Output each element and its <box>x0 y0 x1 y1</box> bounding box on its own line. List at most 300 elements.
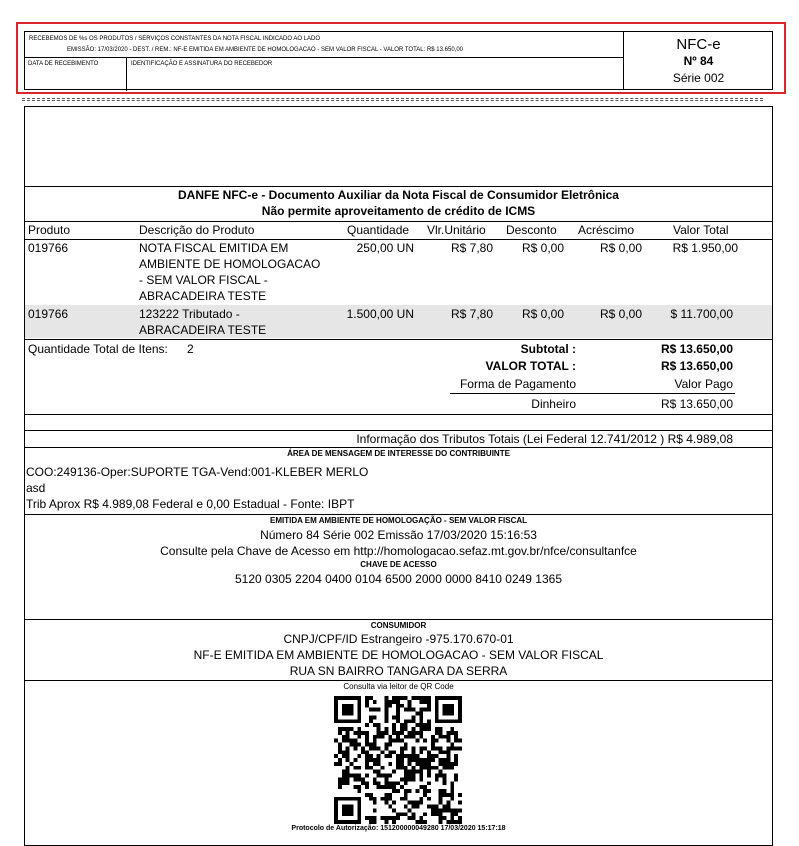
qr-module <box>400 777 404 781</box>
qr-module <box>431 743 435 747</box>
qr-module <box>446 750 450 754</box>
divider <box>25 619 772 620</box>
qr-module <box>373 735 377 739</box>
qr-module <box>342 739 346 743</box>
qr-module <box>419 758 423 762</box>
qr-module <box>427 696 431 700</box>
qr-module <box>357 743 361 747</box>
qr-module <box>415 723 419 727</box>
qr-module <box>342 770 346 774</box>
qr-module <box>404 777 408 781</box>
qr-module <box>423 746 427 750</box>
divider <box>25 239 772 240</box>
danfe-subtitle: Não permite aproveitamento de crédito de ICMS <box>261 204 536 218</box>
qr-module <box>435 774 439 778</box>
qr-module <box>338 731 342 735</box>
qr-module <box>400 746 404 750</box>
qr-module <box>458 739 462 743</box>
qr-module <box>458 808 462 812</box>
qr-module <box>412 816 416 820</box>
qr-module <box>446 801 450 805</box>
qr-module <box>454 739 458 743</box>
qr-module <box>342 727 346 731</box>
item-descricao-line: 123222 Tributado - <box>139 307 240 321</box>
qr-module <box>446 735 450 739</box>
qr-module <box>408 708 412 712</box>
qr-module <box>338 746 342 750</box>
qr-module <box>392 731 396 735</box>
cut-line-2 <box>22 100 763 101</box>
qr-module <box>400 797 404 801</box>
qr-module <box>342 781 346 785</box>
item-total: R$ 1.950,00 <box>672 241 738 255</box>
qr-module <box>342 777 346 781</box>
canhoto-top <box>25 32 623 58</box>
qr-module <box>396 704 400 708</box>
qr-module <box>431 808 435 812</box>
col-produto: Produto <box>28 223 71 237</box>
qr-module <box>346 731 350 735</box>
qr-module <box>350 743 354 747</box>
qr-module <box>415 805 419 809</box>
qr-module <box>384 801 388 805</box>
qr-module <box>338 750 342 754</box>
qr-module <box>353 766 357 770</box>
qr-module <box>396 758 400 762</box>
qr-module <box>388 816 392 820</box>
qr-module <box>404 735 408 739</box>
item-desconto: R$ 0,00 <box>521 307 564 321</box>
qr-module <box>373 739 377 743</box>
qr-module <box>431 812 435 816</box>
qr-module <box>392 789 396 793</box>
qr-module <box>419 777 423 781</box>
qr-module <box>361 731 365 735</box>
qr-module <box>381 816 385 820</box>
qr-module <box>384 746 388 750</box>
qr-module <box>373 770 377 774</box>
qr-module <box>450 785 454 789</box>
qr-module <box>384 696 388 700</box>
qr-module <box>446 805 450 809</box>
item-descricao-line: - SEM VALOR FISCAL - <box>139 273 268 287</box>
qr-module <box>446 762 450 766</box>
consumidor-endereco: RUA SN BAIRRO TANGARA DA SERRA <box>289 664 508 678</box>
qr-module <box>396 735 400 739</box>
qr-module <box>431 735 435 739</box>
qr-module <box>419 727 423 731</box>
qr-module <box>346 758 350 762</box>
qr-module <box>334 739 338 743</box>
qr-module <box>419 770 423 774</box>
qr-module <box>388 793 392 797</box>
qr-module <box>427 754 431 758</box>
qr-module <box>443 766 447 770</box>
qr-module <box>396 789 400 793</box>
qr-module <box>404 781 408 785</box>
qr-module <box>338 777 342 781</box>
qr-module <box>427 789 431 793</box>
canhoto-divider <box>126 58 127 91</box>
qr-module <box>388 750 392 754</box>
qr-module <box>404 797 408 801</box>
qr-module <box>435 766 439 770</box>
nfce-box <box>624 32 773 85</box>
qr-module <box>365 793 369 797</box>
qr-module <box>373 743 377 747</box>
qr-module <box>446 754 450 758</box>
qr-module <box>446 793 450 797</box>
qr-module <box>408 762 412 766</box>
forma-pagamento-label: Forma de Pagamento <box>459 377 576 391</box>
qr-module <box>396 719 400 723</box>
qr-module <box>404 774 408 778</box>
qr-module <box>373 758 377 762</box>
item-total: $ 11.700,00 <box>670 307 733 321</box>
qr-module <box>443 777 447 781</box>
qr-module <box>384 700 388 704</box>
valor-pago-value: R$ 13.650,00 <box>660 397 733 411</box>
qr-module <box>454 758 458 762</box>
qr-module <box>381 750 385 754</box>
qr-module <box>439 816 443 820</box>
qr-module <box>373 777 377 781</box>
qr-module <box>408 777 412 781</box>
qr-module <box>369 743 373 747</box>
qr-module <box>338 781 342 785</box>
qr-module <box>439 762 443 766</box>
qr-module <box>377 785 381 789</box>
mensagem-line: COO:249136-Oper:SUPORTE TGA-Vend:001-KLEBER MERLO <box>26 465 369 479</box>
qr-module <box>419 719 423 723</box>
qr-module <box>384 731 388 735</box>
qr-module <box>384 715 388 719</box>
item-desconto: R$ 0,00 <box>521 241 564 255</box>
qr-module <box>427 723 431 727</box>
qr-module <box>450 762 454 766</box>
qr-module <box>408 808 412 812</box>
qr-module <box>419 735 423 739</box>
qr-module <box>419 731 423 735</box>
qr-module <box>439 731 443 735</box>
qr-module <box>415 801 419 805</box>
qr-module <box>357 789 361 793</box>
qr-module <box>346 774 350 778</box>
qr-caption: Consulta via leitor de QR Code <box>343 682 454 691</box>
qr-module <box>419 708 423 712</box>
qr-module <box>392 781 396 785</box>
qr-module <box>412 696 416 700</box>
qr-module <box>365 781 369 785</box>
qr-module <box>350 739 354 743</box>
divider <box>25 430 772 431</box>
qr-module <box>357 774 361 778</box>
qr-module <box>404 812 408 816</box>
item-quantidade: 1.500,00 UN <box>346 307 414 321</box>
qr-module <box>373 746 377 750</box>
qr-module <box>346 739 350 743</box>
qr-module <box>388 739 392 743</box>
qr-module <box>400 758 404 762</box>
qr-module <box>384 777 388 781</box>
col-unitario: Vlr.Unitário <box>427 223 486 237</box>
qr-module <box>408 700 412 704</box>
valor-pago-label: Valor Pago <box>674 377 733 391</box>
qr-module <box>369 758 373 762</box>
item-descricao-line: AMBIENTE DE HOMOLOGACAO <box>139 257 321 271</box>
qr-module <box>423 700 427 704</box>
qr-module <box>346 754 350 758</box>
qr-module <box>400 750 404 754</box>
protocolo-autorizacao: Protocolo de Autorização: 151200000049280 17/03/2020 15:17:18 <box>291 825 506 832</box>
qr-module <box>361 777 365 781</box>
qr-module <box>384 704 388 708</box>
qr-module <box>427 750 431 754</box>
qr-module <box>419 712 423 716</box>
qr-module <box>408 758 412 762</box>
qr-module <box>443 808 447 812</box>
mensagem-line: Trib Aprox R$ 4.989,08 Federal e 0,00 Estadual - Fonte: IBPT <box>26 497 355 511</box>
qr-module <box>381 797 385 801</box>
qr-module <box>439 735 443 739</box>
qr-module <box>435 727 439 731</box>
qr-module <box>357 727 361 731</box>
qr-module <box>408 719 412 723</box>
qr-module <box>415 770 419 774</box>
qr-module <box>419 696 423 700</box>
qr-module <box>423 727 427 731</box>
qr-module <box>396 754 400 758</box>
qr-module <box>450 789 454 793</box>
qr-module <box>369 746 373 750</box>
qr-module <box>392 700 396 704</box>
qr-module <box>384 719 388 723</box>
qr-module <box>435 754 439 758</box>
item-quantidade: 250,00 UN <box>356 241 414 255</box>
qr-module <box>404 746 408 750</box>
qr-module <box>357 754 361 758</box>
qr-module <box>388 735 392 739</box>
qr-module <box>377 723 381 727</box>
canhoto-left <box>25 32 624 89</box>
qr-module <box>361 746 365 750</box>
col-acrescimo: Acréscimo <box>578 223 635 237</box>
item-descricao-line: ABRACADEIRA TESTE <box>139 323 267 337</box>
qr-module <box>346 766 350 770</box>
qr-module <box>404 708 408 712</box>
qr-module <box>423 723 427 727</box>
qr-module <box>435 777 439 781</box>
qr-module <box>396 816 400 820</box>
qr-module <box>334 754 338 758</box>
qr-module <box>412 766 416 770</box>
qr-module <box>408 731 412 735</box>
nota-numero: Nº 84 <box>683 54 714 68</box>
qr-module <box>435 739 439 743</box>
qr-module <box>439 801 443 805</box>
data-recebimento-label: DATA DE RECEBIMENTO <box>28 61 99 67</box>
qr-module <box>443 805 447 809</box>
qr-module <box>338 727 342 731</box>
qr-module <box>446 808 450 812</box>
qr-module <box>419 723 423 727</box>
qr-module <box>342 805 354 817</box>
qr-module <box>400 785 404 789</box>
qr-module <box>373 708 377 712</box>
qr-module <box>404 805 408 809</box>
qr-module <box>412 801 416 805</box>
qr-module <box>377 727 381 731</box>
qr-module <box>415 712 419 716</box>
forma-value: Dinheiro <box>531 397 576 411</box>
chave-title: CHAVE DE ACESSO <box>360 560 437 569</box>
qr-module <box>384 797 388 801</box>
qr-module <box>423 739 427 743</box>
qr-module <box>350 762 354 766</box>
qr-module <box>454 774 458 778</box>
qr-module <box>388 704 392 708</box>
qr-module <box>454 808 458 812</box>
qr-module <box>353 739 357 743</box>
qr-module <box>419 700 423 704</box>
qr-module <box>412 754 416 758</box>
valor-total-label: VALOR TOTAL : <box>485 359 576 373</box>
qr-module <box>369 797 373 801</box>
qr-module <box>365 696 369 700</box>
qr-module <box>412 812 416 816</box>
qr-module <box>369 766 373 770</box>
col-descricao: Descrição do Produto <box>139 223 255 237</box>
qr-module <box>392 696 396 700</box>
qr-module <box>412 805 416 809</box>
qr-module <box>342 735 346 739</box>
qr-module <box>384 743 388 747</box>
qr-module <box>458 801 462 805</box>
qr-module <box>373 723 377 727</box>
qr-module <box>419 785 423 789</box>
qr-module <box>419 816 423 820</box>
qr-module <box>400 754 404 758</box>
qr-module <box>450 793 454 797</box>
qr-module <box>400 766 404 770</box>
qr-module <box>373 797 377 801</box>
qr-module <box>423 812 427 816</box>
qr-module <box>443 774 447 778</box>
qr-module <box>404 743 408 747</box>
qr-module <box>427 766 431 770</box>
qr-module <box>377 758 381 762</box>
qr-module <box>388 762 392 766</box>
qr-module <box>392 801 396 805</box>
qr-module <box>423 793 427 797</box>
qr-module <box>435 731 439 735</box>
qr-module <box>431 739 435 743</box>
doc-type: NFC-e <box>676 36 721 53</box>
qr-module <box>353 743 357 747</box>
qr-module <box>454 735 458 739</box>
qr-module <box>419 746 423 750</box>
qr-module <box>381 766 385 770</box>
qr-module <box>388 781 392 785</box>
nota-serie: Série 002 <box>672 71 725 85</box>
qr-module <box>369 816 373 820</box>
qr-module <box>384 785 388 789</box>
qr-module <box>392 723 396 727</box>
qr-module <box>365 758 369 762</box>
qr-module <box>346 727 350 731</box>
subtotal-label: Subtotal : <box>520 342 576 356</box>
qr-module <box>450 727 454 731</box>
qr-module <box>439 774 443 778</box>
qr-module <box>427 704 431 708</box>
qr-module <box>404 770 408 774</box>
qr-module <box>365 743 369 747</box>
qr-module <box>346 735 350 739</box>
qr-module <box>450 797 454 801</box>
mensagem-line: asd <box>26 481 46 495</box>
qr-module <box>346 770 350 774</box>
qr-module <box>365 766 369 770</box>
qr-module <box>412 750 416 754</box>
qr-module <box>396 739 400 743</box>
qr-module <box>365 700 369 704</box>
qr-module <box>412 735 416 739</box>
qr-module <box>338 785 342 789</box>
qr-module <box>427 758 431 762</box>
item-descricao-line: ABRACADEIRA TESTE <box>139 289 267 303</box>
cut-line <box>22 98 763 99</box>
qr-module <box>408 774 412 778</box>
qr-module <box>342 704 354 716</box>
qr-module <box>427 700 431 704</box>
canhoto-line1: RECEBEMOS DE %s OS PRODUTOS / SERVIÇOS CONSTANTES DA NOTA FISCAL INDICADO AO LADO <box>29 36 321 42</box>
qr-module <box>377 746 381 750</box>
qr-module <box>377 708 381 712</box>
qr-module <box>396 781 400 785</box>
qr-module <box>404 793 408 797</box>
qtd-itens-value: 2 <box>187 342 194 356</box>
qr-module <box>392 727 396 731</box>
qr-module <box>412 731 416 735</box>
qr-module <box>392 715 396 719</box>
qr-module <box>384 712 388 716</box>
qr-module <box>450 781 454 785</box>
qr-module <box>404 719 408 723</box>
qr-module <box>412 770 416 774</box>
qr-module <box>400 727 404 731</box>
qr-module <box>404 789 408 793</box>
qr-module <box>443 789 447 793</box>
qr-module <box>439 727 443 731</box>
qr-module <box>419 766 423 770</box>
qr-module <box>338 762 342 766</box>
qr-module <box>419 762 423 766</box>
qr-module <box>384 754 388 758</box>
qr-module <box>415 731 419 735</box>
qr-module <box>439 770 443 774</box>
qr-module <box>439 797 443 801</box>
qr-module <box>404 766 408 770</box>
qr-module <box>443 704 455 716</box>
item-descricao-line: NOTA FISCAL EMITIDA EM <box>139 241 289 255</box>
qr-module <box>415 762 419 766</box>
qr-module <box>446 731 450 735</box>
qr-module <box>454 746 458 750</box>
qr-module <box>454 731 458 735</box>
qr-module <box>369 719 373 723</box>
qr-module <box>392 770 396 774</box>
canhoto <box>24 31 773 90</box>
